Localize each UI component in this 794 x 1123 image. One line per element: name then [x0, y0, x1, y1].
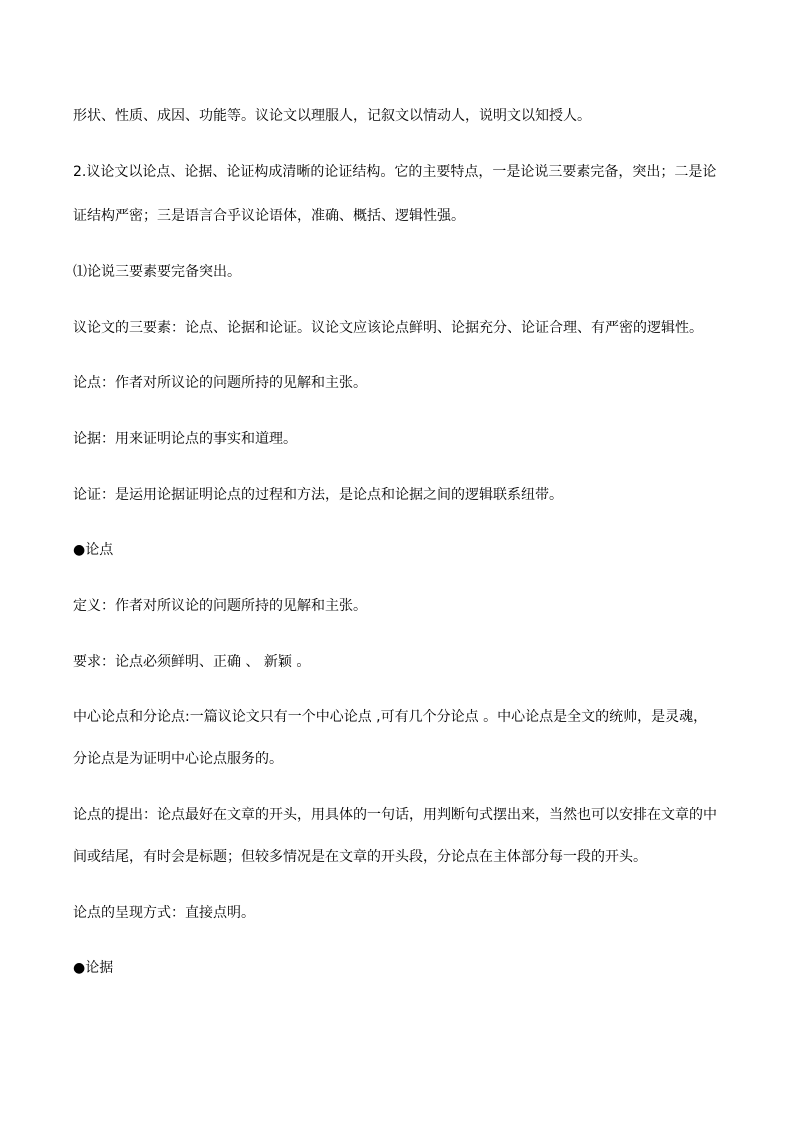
definition-line: 定义：作者对所议论的问题所持的见解和主张。 [73, 598, 367, 614]
paragraph-line: 议论文的三要素：论点、论据和论证。议论文应该论点鲜明、论据充分、论证合理、有严密的逻辑性。 [73, 320, 703, 336]
definition-line: 论证：是运用论据证明论点的过程和方法，是论点和论据之间的逻辑联系纽带。 [73, 487, 563, 503]
definition-line: 论点：作者对所议论的问题所持的见解和主张。 [73, 375, 367, 391]
paragraph-line: 2.议论文以论点、论据、论证构成清晰的论证结构。它的主要特点，一是论说三要素完备，突出；二是论 [73, 164, 717, 180]
paragraph-line: 形状、性质、成因、功能等。议论文以理服人，记叙文以情动人，说明文以知授人。 [73, 108, 591, 124]
paragraph-line: 中心论点和分论点:一篇议论文只有一个中心论点 ,可有几个分论点 。中心论点是全文的统帅，是灵魂， [73, 709, 708, 725]
section-heading: ●论据 [73, 960, 114, 976]
paragraph-line: 证结构严密；三是语言合乎议论语体，准确、概括、逻辑性强。 [73, 208, 465, 224]
paragraph-line: 分论点是为证明中心论点服务的。 [73, 751, 283, 767]
requirement-line: 要求：论点必须鲜明、正确 、 新颖 。 [73, 654, 311, 670]
subheading-line: ⑴论说三要素要完备突出。 [73, 264, 241, 280]
paragraph-line: 论点的呈现方式：直接点明。 [73, 905, 255, 921]
section-heading: ●论点 [73, 542, 114, 558]
definition-line: 论据：用来证明论点的事实和道理。 [73, 431, 297, 447]
paragraph-line: 间或结尾，有时会是标题；但较多情况是在文章的开头段，分论点在主体部分每一段的开头。 [73, 849, 647, 865]
paragraph-line: 论点的提出：论点最好在文章的开头，用具体的一句话，用判断句式摆出来，当然也可以安排在文章的中 [73, 807, 717, 823]
